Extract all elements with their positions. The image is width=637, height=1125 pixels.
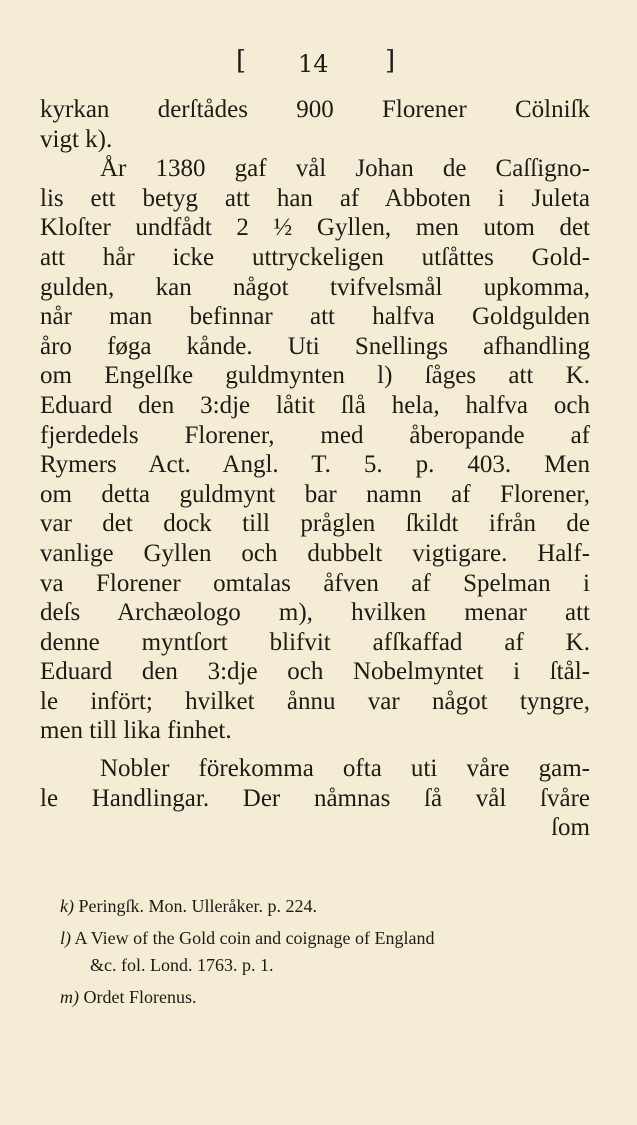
- text-line: om detta guldmynt bar namn af Florener,: [40, 480, 590, 508]
- text-line: når man befinnar att halfva Goldgulden: [40, 303, 590, 331]
- text-line: men till lika finhet.: [40, 717, 232, 745]
- text-line: deſs Archæologo m), hvilken menar att: [40, 599, 590, 627]
- right-bracket: ]: [385, 46, 396, 76]
- left-bracket: [: [236, 46, 247, 76]
- footnote-text: A View of the Gold coin and coignage of England: [74, 928, 435, 948]
- text-line: var det dock till pråglen ſkildt ifrån de: [40, 510, 590, 538]
- footnotes: [60, 893, 600, 1011]
- page-number: 14: [298, 50, 329, 78]
- body-text: [40, 95, 590, 843]
- text-line: fjerdedels Florener, med åberopande af: [40, 421, 590, 449]
- text-line: Kloſter undfådt 2 ½ Gyllen, men utom det: [40, 214, 590, 242]
- footnote-mark: k): [60, 896, 74, 916]
- footnote-mark: l): [60, 928, 71, 948]
- text-line: Rymers Act. Angl. T. 5. p. 403. Men: [40, 451, 590, 479]
- text-line: att hår icke uttryckeligen utſåttes Gold-: [40, 243, 590, 271]
- page-header: [0, 46, 637, 86]
- text-line: kyrkan derſtådes 900 Florener Cölniſk: [40, 96, 590, 123]
- text-line: le Handlingar. Der nåmnas ſå vål ſvåre: [40, 784, 590, 812]
- footnote-k: [60, 893, 600, 920]
- footnote-continuation: &c. fol. Lond. 1763. p. 1.: [90, 955, 274, 975]
- footnote-l: [60, 925, 600, 979]
- footnote-m: [60, 984, 600, 1011]
- text-line: År 1380 gaf vål Johan de Caſſigno-: [100, 155, 590, 183]
- text-line: Eduard den 3:dje och Nobelmyntet i ſtål-: [40, 658, 590, 686]
- text-line: Nobler förekomma ofta uti våre gam-: [100, 755, 590, 783]
- footnote-mark: m): [60, 987, 79, 1007]
- text-line: vigt k).: [40, 125, 113, 153]
- text-line: om Engelſke guldmynten l) ſåges att K.: [40, 362, 590, 390]
- catchword: ſom: [551, 814, 590, 842]
- text-line: åro føga kånde. Uti Snellings afhandling: [40, 332, 590, 360]
- text-line: denne myntſort blifvit afſkaffad af K.: [40, 628, 590, 656]
- text-line: lis ett betyg att han af Abboten i Juleta: [40, 184, 590, 212]
- text-line: le infört; hvilket ånnu var något tyngre,: [40, 687, 590, 715]
- footnote-text: Peringſk. Mon. Ulleråker. p. 224.: [78, 896, 317, 916]
- footnote-text: Ordet Florenus.: [83, 987, 197, 1007]
- text-line: vanlige Gyllen och dubbelt vigtigare. Half-: [40, 539, 590, 567]
- text-line: va Florener omtalas åfven af Spelman i: [40, 569, 590, 597]
- text-line: gulden, kan något tvifvelsmål upkomma,: [40, 273, 590, 301]
- text-line: Eduard den 3:dje låtit ſlå hela, halfva och: [40, 391, 590, 419]
